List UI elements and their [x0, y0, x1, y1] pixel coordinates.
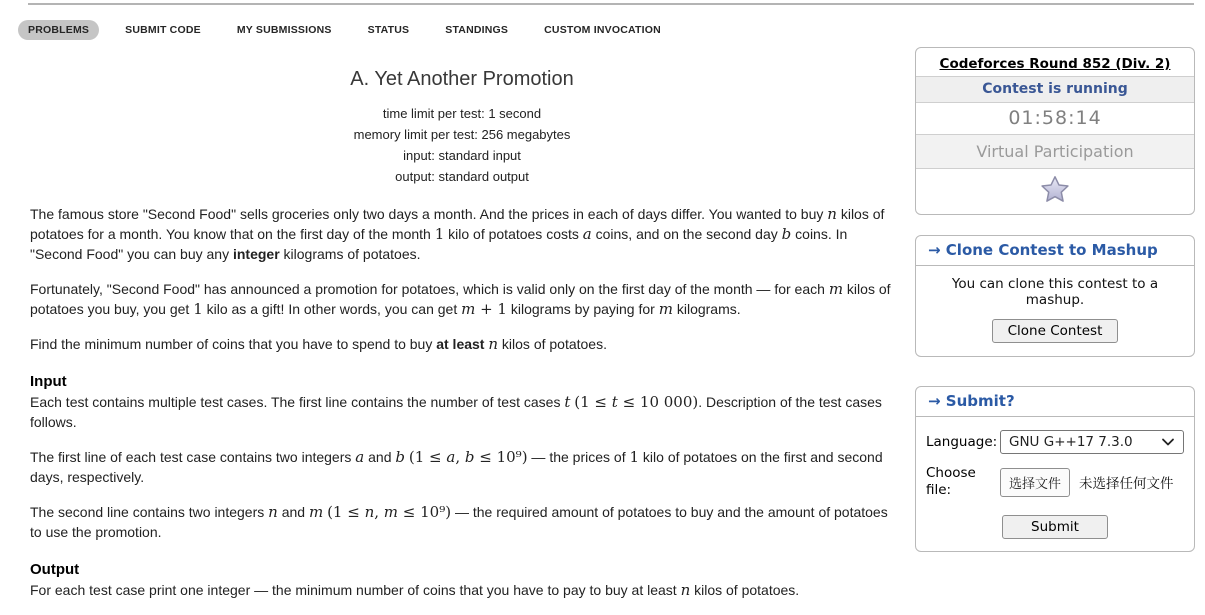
statement-paragraph: Fortunately, "Second Food" has announced a promotion for potatoes, which is valid only on the first day of the month — for each m kilos of potatoes you buy, you get 1 kilo as a gift! In other words, you can get m + 1 kilograms by paying for m kilograms.	[30, 280, 891, 318]
participation-mode: Virtual Participation	[916, 135, 1194, 169]
output-paragraph: For each test case print one integer — the minimum number of coins that you have to pay to buy at least n kilos of potatoes.	[30, 581, 800, 599]
submit-row	[926, 515, 1184, 539]
memory-limit: memory limit per test: 256 megabytes	[353, 127, 571, 142]
input-section-heading: Input	[30, 373, 67, 390]
statement-paragraph: Find the minimum number of coins that you have to spend to buy at least n kilos of potatoes.	[30, 335, 607, 353]
output-section-heading: Output	[30, 561, 80, 578]
problem-limits	[30, 103, 894, 187]
clone-contest-button[interactable]: Clone Contest	[992, 319, 1119, 343]
contest-title-link[interactable]: Codeforces Round 852 (Div. 2)	[939, 56, 1171, 72]
problem-statement	[30, 58, 894, 615]
input-spec: input: standard input	[403, 148, 521, 163]
file-row	[926, 465, 1184, 499]
file-input	[1000, 468, 1184, 497]
tab-status[interactable]: STATUS	[367, 24, 410, 36]
submit-box-heading: → Submit?	[916, 387, 1194, 417]
choose-file-label: Choose file:	[926, 465, 976, 498]
clone-box-body	[916, 266, 1194, 356]
problem-title: A. Yet Another Promotion	[350, 68, 574, 90]
input-paragraph: The second line contains two integers n and m (1 ≤ n, m ≤ 10⁹) — the required amount of potatoes to buy and the amount of potatoes to use the promotion.	[30, 503, 888, 540]
clone-box-heading: → Clone Contest to Mashup	[916, 236, 1194, 266]
tab-standings[interactable]: STANDINGS	[445, 24, 509, 36]
submit-form	[916, 417, 1194, 551]
clone-contest-box	[915, 235, 1195, 357]
language-selected-value: GNU G++17 7.3.0	[1009, 434, 1133, 450]
language-row	[926, 430, 1184, 454]
tab-my-submissions[interactable]: MY SUBMISSIONS	[236, 24, 332, 36]
tab-problems[interactable]: PROBLEMS	[18, 20, 99, 40]
chevron-down-icon	[1162, 438, 1174, 446]
submit-box	[915, 386, 1195, 552]
submit-button[interactable]: Submit	[1002, 515, 1108, 539]
tab-submit-code[interactable]: SUBMIT CODE	[125, 24, 201, 36]
language-label: Language:	[926, 433, 998, 450]
browse-file-button[interactable]: 选择文件	[1000, 468, 1070, 497]
output-spec: output: standard output	[395, 169, 529, 184]
tab-custom-invocation[interactable]: CUSTOM INVOCATION	[544, 24, 661, 36]
contest-status[interactable]: Contest is running	[916, 77, 1194, 103]
file-chosen-status: 未选择任何文件	[1079, 476, 1174, 492]
language-select[interactable]	[1000, 430, 1184, 454]
contest-tab-bar	[18, 20, 671, 40]
contest-countdown-timer: 01:58:14	[916, 103, 1194, 135]
clone-box-text: You can clone this contest to a mashup.	[951, 276, 1159, 308]
input-paragraph: Each test contains multiple test cases. The first line contains the number of test cases t (1 ≤ t ≤ 10 000). Description of the test cases follows.	[30, 393, 882, 430]
contest-info-box	[915, 47, 1195, 215]
statement-paragraph: The famous store "Second Food" sells groceries only two days a month. And the prices in each of days differ. You wanted to buy n kilos of potatoes for a month. You know that on the first day of the month 1 kilo of potatoes costs a coins, and on the second day b coins. In "Second Food" you can buy any integer kilograms of potatoes.	[30, 205, 885, 262]
input-paragraph: The first line of each test case contains two integers a and b (1 ≤ a, b ≤ 10⁹) — the prices of 1 kilo of potatoes on the first and second days, respectively.	[30, 448, 883, 485]
contest-title-row	[916, 48, 1194, 77]
sidebar	[915, 47, 1195, 552]
header-divider	[28, 3, 1194, 5]
favorite-star-icon[interactable]	[1040, 174, 1070, 204]
time-limit: time limit per test: 1 second	[382, 106, 542, 121]
favorite-row	[916, 169, 1194, 214]
